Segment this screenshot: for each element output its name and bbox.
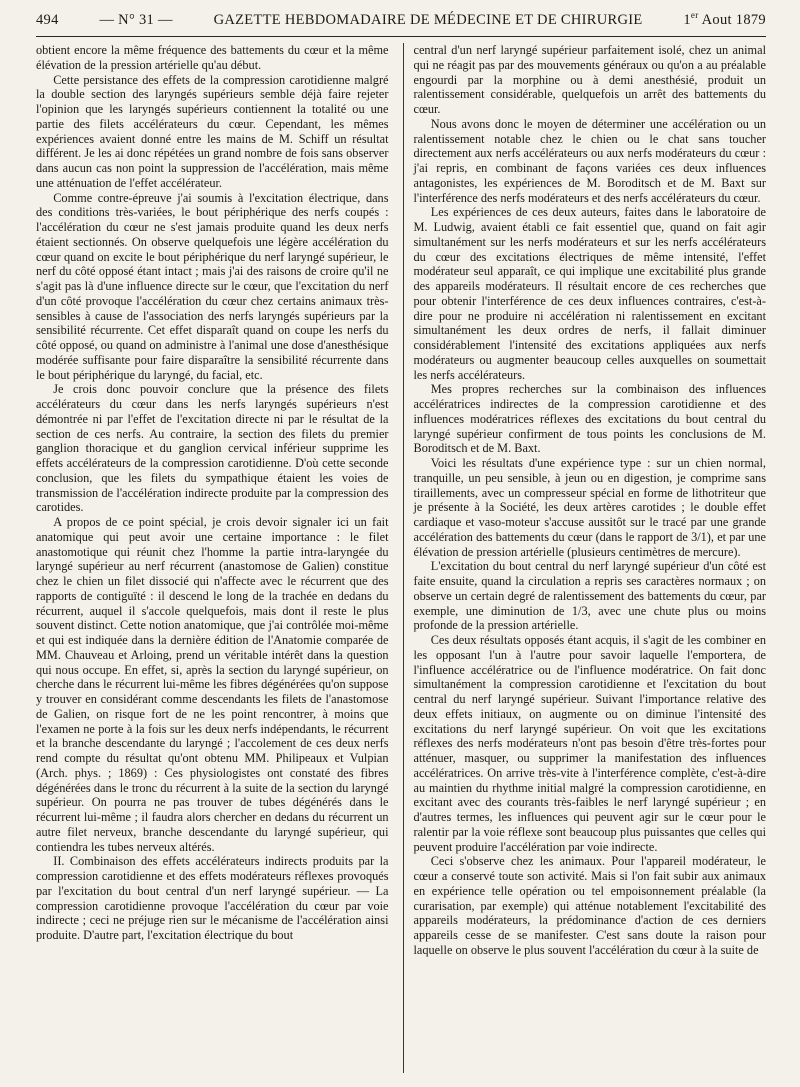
date-day: 1 <box>683 11 691 28</box>
paragraph: Ceci s'observe chez les animaux. Pour l'appareil modérateur, le cœur a conservé toute son activité. Mais si l'on fait subir aux animaux en expérience telle opération ou tel empoisonnement préalable (la curarisation, par exemple) qui atténue notablement l'excitabilité des appareils modérateurs, la prédominance d'action de ces derniers appareils cesse de se manifester. C'est sans doute la raison pour laquelle on observe le plus souvent l'accélération du cœur à la suite de <box>413 854 766 957</box>
date-superscript: er <box>690 10 699 20</box>
paragraph: Comme contre-épreuve j'ai soumis à l'excitation électrique, dans des conditions très-variées, le bout périphérique des nerfs coupés : l'accélération du cœur ne s'est jamais produite quand les deux nerfs étaient sectionnés. On observe quelquefois une légère accélération du cœur quand on excite le bout périphérique du nerf laryngé supérieur, le nerf du côté opposé étant intact ; mais j'ai des raisons de croire qu'il ne s'agit pas là d'une influence directe sur le cœur, que l'excitation du nerf d'un côté provoque l'accélération du cœur chez certains animaux très-sensibles à cause de l'association des nerfs laryngés supérieurs par la sensibilité récurrente. Cet effet disparaît quand on coupe les nerfs du côté opposé, ou quand on administre à l'animal une dose d'anesthésique modérée suffisante pour faire disparaître la sensibilité récurrente dans le bout périphérique du laryngé, du facial, etc. <box>36 190 389 382</box>
paragraph: L'excitation du bout central du nerf laryngé supérieur d'un côté est faite ensuite, quand la circulation a repris ses caractères normaux ; on observe un certain degré de ralentissement des battements du cœur, par exemple, une diminution de 1/3, avec une chute plus ou moins profonde de la pression artérielle. <box>413 559 766 633</box>
paragraph: Voici les résultats d'une expérience type : sur un chien normal, tranquille, un peu sensible, à jeun ou en digestion, je comprime sans tiraillements, avec un compresseur spécial en forme de lithotriteur que je présente à la Société, les deux artères carotides ; le double effet cardiaque et vaso-moteur s'accuse aussitôt sur le tracé par une grande accélération des battements du cœur (dans le rapport de 3/1), et par une élévation de pression artérielle (plusieurs centimètres de mercure). <box>413 456 766 559</box>
issue-number: — N° 31 — <box>99 11 173 28</box>
paragraph: Nous avons donc le moyen de déterminer une accélération ou un ralentissement notable chez le chien ou le chat sans toucher directement aux nerfs accélérateurs ou aux nerfs modérateurs du cœur : j'ai repris, en combinant de façons variées ces deux influences antagonistes, les expériences de M. Boroditsch et de M. Baxt sur l'interférence des nerfs modérateurs et des nerfs accélérateurs du cœur. <box>413 116 766 205</box>
paragraph: Mes propres recherches sur la combinaison des influences accélératrices indirectes de la compression carotidienne et des influences modératrices réflexes des excitations du bout central du laryngé supérieur confirment de tous points les conclusions de M. Boroditsch et de M. Baxt. <box>413 382 766 456</box>
right-column <box>403 43 767 1073</box>
date-rest: Aout 1879 <box>698 11 766 28</box>
paragraph: Ces deux résultats opposés étant acquis, il s'agit de les combiner en les opposant l'un à l'autre pour savoir laquelle l'emportera, de l'influence accélératrice ou de l'influence modératrice. On fait donc simultanément la compression carotidienne et l'excitation du bout central du nerf laryngé supérieur. Suivant l'importance relative des deux effets initiaux, on augmente ou on diminue l'intensité des excitations du nerf laryngé supérieur. On voit que les excitations réflexes des nerfs modérateurs n'ont pas besoin d'être très-fortes pour atténuer, masquer, ou supprimer la manifestation des influences accélératrices. On arrive très-vite à l'interférence complète, c'est-à-dire au maintien du rhythme initial malgré la compression carotidienne, en excitant avec des courants très-faibles le nerf laryngé supérieur ; en d'autres termes, les influences qui peuvent agir sur le cœur pour le ralentir par la voie réflexe sont beaucoup plus puissantes que celles qui peuvent produire l'accélération par voie indirecte. <box>413 633 766 854</box>
paragraph: A propos de ce point spécial, je crois devoir signaler ici un fait anatomique qui peut avoir une certaine importance : le filet anastomotique qui réunit chez l'homme la partie intra-laryngée du laryngé supérieur au nerf récurrent (anastomose de Galien) constitue chez le chien un filet dissocié qui n'affecte avec le récurrent que des rapports de contiguïté : il descend le long de la trachée en dedans du récurrent, auquel il s'accole quelquefois, mais dont il reste le plus souvent distinct. Cette notion anatomique, que j'ai contrôlée moi-même et qui est indiquée dans la dernière édition de l'Anatomie comparée de MM. Chauveau et Arloing, prend un véritable intérêt dans la question qui nous occupe. En effet, si, après la section du laryngé supérieur, on cherche dans le récurrent lui-même les fibres dégénérées qu'on suppose y trouver en considérant comme descendants les filets de l'anastomose de Galien, on risque fort de ne les point rencontrer, à moins que l'examen ne porte à la fois sur les deux nerfs indépendants, le récurrent et la branche descendante du laryngé ; l'accolement de ces deux nerfs rend compte du résultat qu'ont obtenu MM. Philipeaux et Vulpian (Arch. phys. ; 1869) : Ces physiologistes ont constaté des fibres dégénérées dans le tronc du récurrent à la suite de la section du laryngé supérieur. On pourra ne pas trouver de tubes dégénérés dans le récurrent lui-même ; il faudra alors chercher en dedans du récurrent un autre filet nerveux, branche descendante du laryngé supérieur, qui contiendra les tubes nerveux altérés. <box>36 515 389 854</box>
paragraph: Les expériences de ces deux auteurs, faites dans le laboratoire de M. Ludwig, avaient établi ce fait essentiel que, quand on fait agir simultanément sur les nerfs modérateurs et sur les nerfs accélérateurs du cœur des excitations électriques de même intensité, l'effet modérateur seul apparaît, ce qui implique une excitabilité plus grande des appareils modérateurs. Il résultait encore de ces recherches que pour obtenir l'interférence de ces deux influences contraires, c'est-à-dire pour ne produire ni accélération ni ralentissement en excitant simultanément les deux ordres de nerfs, il fallait diminuer considérablement l'intensité des excitations appliquées aux nerfs modérateurs ou augmenter beaucoup celles auxquelles on soumettait les nerfs accélérateurs. <box>413 205 766 382</box>
paragraph: Je crois donc pouvoir conclure que la présence des filets accélérateurs du cœur dans les nerfs laryngés supérieurs n'est démontrée ni par l'effet de l'excitation directe ni par le résultat de la section de ces nerfs. Au contraire, la section des filets du premier ganglion thoracique et du ganglion cervical inférieur supprime les effets accélérateurs de la compression carotidienne. D'où cette seconde conclusion, que les filets du sympathique étaient les voies de transmission de l'accélération indirecte produite par la compression des carotides. <box>36 382 389 515</box>
paragraph: Cette persistance des effets de la compression carotidienne malgré la double section des laryngés supérieurs semble déjà faire rejeter l'opinion que les laryngés supérieurs contiennent la totalité ou une partie des filets accélérateurs du cœur. Cependant, les mêmes expériences avaient donné entre les mains de M. Schiff un résultat différent. Je les ai donc répétées un grand nombre de fois sans observer dans aucun cas non point la suppression de l'accélération, mais même une atténuation de l'effet accélérateur. <box>36 72 389 190</box>
page-number: 494 <box>36 11 59 28</box>
paragraph: obtient encore la même fréquence des battements du cœur et la même élévation de la pression artérielle qu'au début. <box>36 43 389 72</box>
body-columns <box>36 43 766 1073</box>
header-rule <box>36 36 766 37</box>
paragraph: central d'un nerf laryngé supérieur parfaitement isolé, chez un animal qui ne réagit pas par des mouvements généraux ou qu'on a au préalable engourdi par la morphine ou à demi anesthésié, produit un ralentissement considérable, quelquefois un arrêt des battements du cœur. <box>413 43 766 116</box>
section-heading-paragraph: II. Combinaison des effets accélérateurs indirects produits par la compression carotidienne et des effets modérateurs réflexes provoqués par l'excitation du bout central d'un nerf laryngé supérieur. — La compression carotidienne provoque l'accélération du cœur par voie indirecte ; ceci ne préjuge rien sur le mécanisme de l'accélération ainsi produite. D'autre part, l'excitation électrique du bout <box>36 854 389 942</box>
left-column <box>36 43 389 1073</box>
issue-date <box>683 10 766 29</box>
running-header <box>36 10 766 36</box>
journal-title: GAZETTE HEBDOMADAIRE DE MÉDECINE ET DE CHIRURGIE <box>213 11 643 28</box>
